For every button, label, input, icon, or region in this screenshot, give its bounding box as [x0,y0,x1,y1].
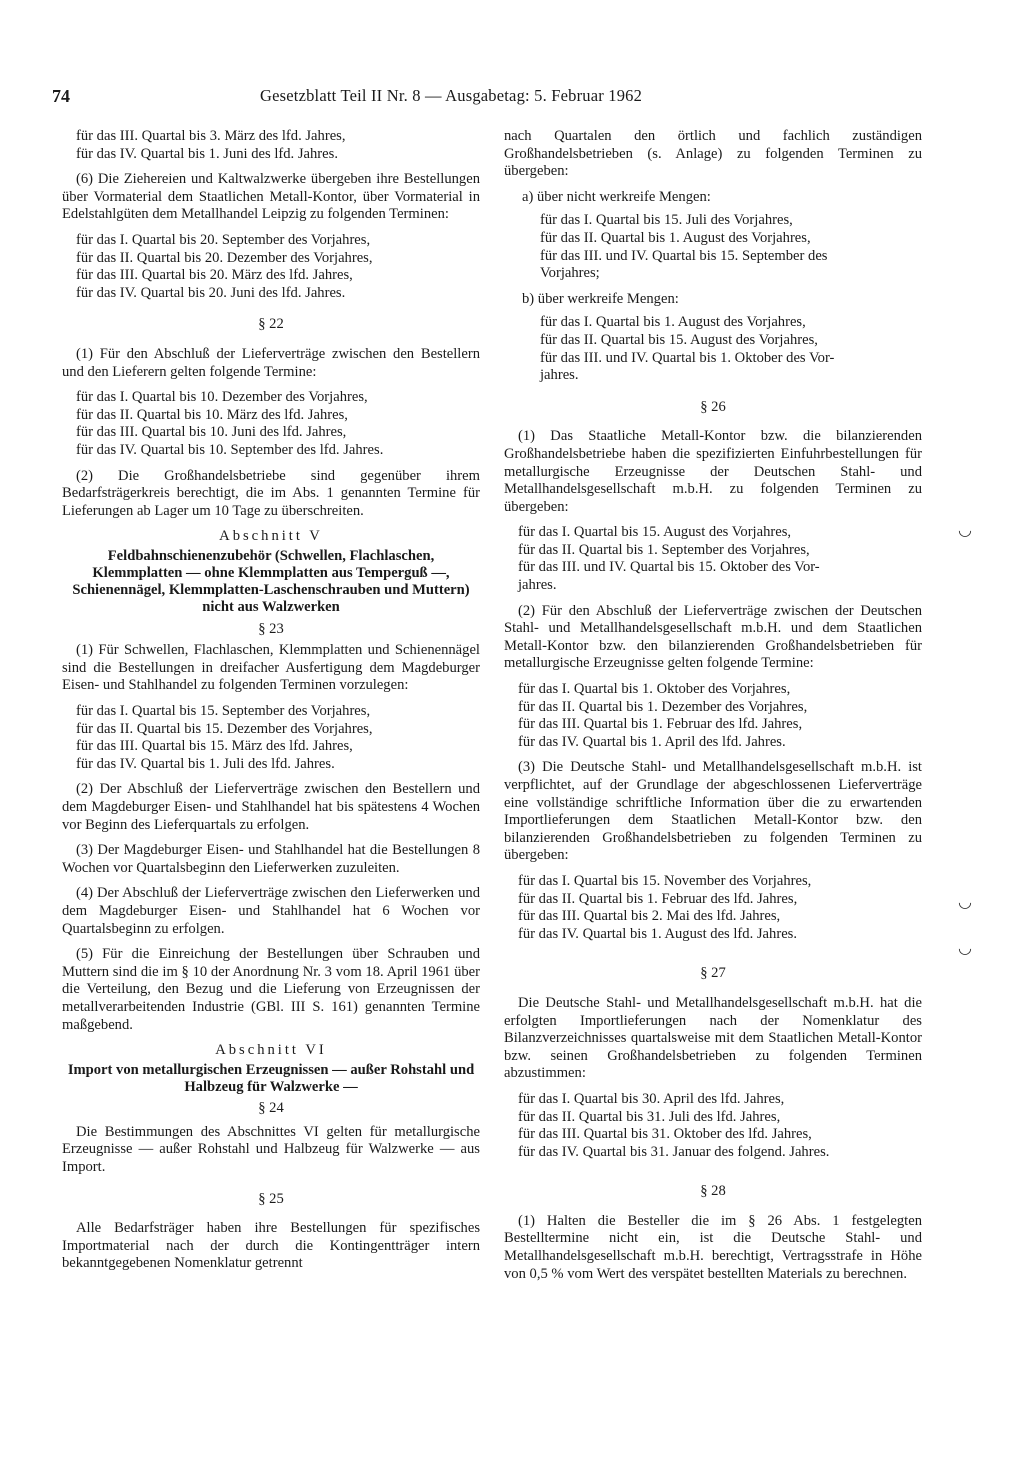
date-line: für das III. Quartal bis 10. Juni des lfd. Jahres, [76,424,347,441]
paragraph: (4) Der Abschluß der Lieferverträge zwischen den Lieferwerken und dem Magdeburger Eisen- und Stahlhandel hat 6 Wochen vor Quartalsbeginn zu erfolgen. [62,885,480,937]
paragraph: (3) Der Magdeburger Eisen- und Stahlhandel hat die Bestellungen 8 Wochen vor Quartalsbeginn den Lieferwerken zuzuleiten. [62,842,480,876]
left-column [62,128,480,1281]
date-list [518,524,922,594]
chapter-title: Feldbahnschienenzubehör (Schwellen, Flachlaschen, Klemmplatten — ohne Klemmplatten aus Temperguß —, Schienennägel, Klemmplatten-Laschenschrauben und Muttern) nicht aus Walzwerken [72,547,470,616]
paragraph: (1) Für den Abschluß der Lieferverträge zwischen den Bestellern und den Lieferern gelten folgende Termine: [62,345,480,380]
date-line: für das II. Quartal bis 1. Februar des lfd. Jahres, [518,890,798,907]
paragraph: (2) Der Abschluß der Lieferverträge zwischen den Bestellern und dem Magdeburger Eisen- und Stahlhandel hat bis spätestens 4 Wochen vor Beginn des Lieferquartals zu erfolgen. [62,781,480,833]
paragraph: Die Deutsche Stahl- und Metallhandelsgesellschaft m.b.H. hat die erfolgten Importlieferungen nach der Nomenklatur des Bilanzverzeichnisses quartalsweise mit dem Staatlichen Metall-Kontor bzw. seinen Großhandelsbetrieben zu folgenden Terminen abzustimmen: [504,994,922,1082]
paragraph: (2) Für den Abschluß der Lieferverträge zwischen der Deutschen Stahl- und Metallhandelsgesellschaft m.b.H. und dem Staatlichen Metall-Kontor bzw. den bilanzierenden Großhandelsbetrieben für metallurgische Erzeugnisse gelten folgende Termine: [504,602,922,672]
page-header [52,86,922,110]
date-line: für das IV. Quartal bis 1. April des lfd. Jahres. [518,733,786,750]
date-line: für das IV. Quartal bis 1. Juli des lfd. Jahres. [76,755,335,772]
date-line: für das II. Quartal bis 1. August des Vorjahres, [540,229,811,246]
date-line: für das II. Quartal bis 20. Dezember des Vorjahres, [76,249,373,266]
date-line: jahres. [540,367,579,384]
date-list [76,389,480,459]
margin-mark: ◡ [958,522,972,539]
page-number: 74 [52,86,70,106]
paragraph: (1) Für Schwellen, Flachlaschen, Klemmplatten und Schienennägel sind die Bestellungen in dreifacher Ausfertigung dem Magdeburger Eisen- und Stahlhandel zu folgenden Terminen vorzulegen: [62,642,480,694]
date-line: für das I. Quartal bis 15. August des Vorjahres, [518,524,792,541]
section-heading: § 22 [258,316,284,333]
margin-mark: ◡ [958,894,972,911]
paragraph: Alle Bedarfsträger haben ihre Bestellungen für spezifisches Importmaterial nach der durch die Kontingentträger intern bekanntgegebenen Nomenklatur getrennt [62,1220,480,1272]
date-line: für das III. Quartal bis 20. März des lfd. Jahres, [76,267,353,284]
section-heading: § 25 [258,1190,284,1207]
section-heading: § 26 [700,398,726,415]
paragraph: nach Quartalen den örtlich und fachlich zuständigen Großhandelsbetrieben (s. Anlage) zu folgenden Terminen zu übergeben: [504,128,922,180]
list-label: b) über werkreife Mengen: [522,290,679,307]
section-heading: § 23 [258,620,284,637]
date-line: für das I. Quartal bis 15. September des Vorjahres, [76,703,371,720]
date-line: für das II. Quartal bis 15. August des Vorjahres, [540,331,818,348]
date-line: für das III. und IV. Quartal bis 15. Oktober des Vor- [518,559,820,576]
date-list [518,681,922,751]
date-line: für das II. Quartal bis 1. September des Vorjahres, [518,541,810,558]
date-list [540,212,922,282]
date-line: für das IV. Quartal bis 31. Januar des folgend. Jahres. [518,1143,830,1160]
date-line: für das III. und IV. Quartal bis 1. Oktober des Vor- [540,349,835,366]
date-list [540,314,922,384]
date-line: jahres. [518,577,557,594]
margin-mark: ◡ [958,940,972,957]
date-line: für das III. Quartal bis 1. Februar des lfd. Jahres, [518,716,803,733]
date-line: für das IV. Quartal bis 20. Juni des lfd. Jahres. [76,284,346,301]
date-list [518,873,922,943]
date-line: für das I. Quartal bis 15. Juli des Vorjahres, [540,212,793,229]
date-line: für das I. Quartal bis 15. November des Vorjahres, [518,872,812,889]
date-line: für das II. Quartal bis 15. Dezember des Vorjahres, [76,720,373,737]
right-column [504,128,922,1291]
section-heading: § 28 [700,1183,726,1200]
section-heading: § 27 [700,965,726,982]
date-line: für das III. Quartal bis 2. Mai des lfd. Jahres, [518,908,781,925]
date-list [76,703,480,773]
date-line: für das II. Quartal bis 1. Dezember des Vorjahres, [518,698,808,715]
date-line: für das I. Quartal bis 1. Oktober des Vorjahres, [518,681,791,698]
paragraph: Die Bestimmungen des Abschnittes VI gelten für metallurgische Erzeugnisse — außer Rohstahl und Halbzeug für Walzwerke — aus Import. [62,1123,480,1175]
paragraph: (2) Die Großhandelsbetriebe sind gegenüber ihrem Bedarfsträgerkreis berechtigt, die im Abs. 1 genannten Termine für Lieferungen ab Lager um 10 Tage zu überschreiten. [62,467,480,519]
date-list [76,232,480,302]
paragraph: (3) Die Deutsche Stahl- und Metallhandelsgesellschaft m.b.H. ist verpflichtet, auf der Grundlage der abgeschlossenen Lieferverträge eine vollständige schriftliche Information über die zu erwartenden Importlieferungen dem Staatlichen Metall-Kontor bzw. den bilanzierenden Großhandelsbetrieben zu folgenden Terminen zu übergeben: [504,759,922,864]
date-line: für das III. Quartal bis 31. Oktober des lfd. Jahres, [518,1126,812,1143]
date-line: für das IV. Quartal bis 10. September des lfd. Jahres. [76,441,384,458]
chapter-heading: Abschnitt VI [215,1042,327,1059]
section-heading: § 24 [258,1100,284,1117]
intro-dates [76,128,480,163]
date-line: für das II. Quartal bis 10. März des lfd. Jahres, [76,406,348,423]
chapter-heading: Abschnitt V [219,528,323,545]
date-line: für das I. Quartal bis 1. August des Vorjahres, [540,314,806,331]
paragraph: (1) Das Staatliche Metall-Kontor bzw. die bilanzierenden Großhandelsbetriebe haben die spezifizierten Einfuhrbestellungen für metallurgische Erzeugnisse der Deutschen Stahl- und Metallhandelsgesellschaft m.b.H. zu folgenden Terminen zu übergeben: [504,428,922,515]
date-line: Vorjahres; [540,265,600,282]
date-line: für das III. Quartal bis 15. März des lfd. Jahres, [76,738,353,755]
date-line: für das III. Quartal bis 3. März des lfd. Jahres, [76,128,346,144]
date-line: für das I. Quartal bis 20. September des Vorjahres, [76,231,371,248]
page-title: Gesetzblatt Teil II Nr. 8 — Ausgabetag: 5. Februar 1962 [260,86,643,105]
date-line: für das IV. Quartal bis 1. Juni des lfd. Jahres. [76,145,338,162]
paragraph: (5) Für die Einreichung der Bestellungen über Schrauben und Muttern sind die im § 10 der Anordnung Nr. 3 vom 18. April 1961 über die Verteilung, den Bezug und die Lieferung von Erzeugnissen der metallverarbeitenden Industrie (GBl. III S. 161) genannten Termine maßgebend. [62,946,480,1033]
date-line: für das I. Quartal bis 30. April des lfd. Jahres, [518,1090,785,1107]
date-line: für das IV. Quartal bis 1. August des lfd. Jahres. [518,925,797,942]
chapter-title: Import von metallurgischen Erzeugnissen — außer Rohstahl und Halbzeug für Walzwerke — [67,1061,475,1095]
date-line: für das II. Quartal bis 31. Juli des lfd. Jahres, [518,1108,781,1125]
list-label: a) über nicht werkreife Mengen: [522,188,711,205]
date-line: für das III. und IV. Quartal bis 15. September des [540,247,828,264]
date-list [518,1091,922,1161]
paragraph: (6) Die Ziehereien und Kaltwalzwerke übergeben ihre Bestellungen über Vormaterial dem Staatlichen Metall-Kontor, über Vormaterial in Edelstahlgüten dem Metallhandel Leipzig zu folgenden Terminen: [62,171,480,223]
paragraph: (1) Halten die Besteller die im § 26 Abs. 1 festgelegten Bestelltermine nicht ein, ist die Deutsche Stahl- und Metallhandelsgesellschaft m.b.H. berechtigt, Vertragsstrafe in Höhe von 0,5 % vom Wert des verspätet bestellten Materials zu berechnen. [504,1212,922,1282]
date-line: für das I. Quartal bis 10. Dezember des Vorjahres, [76,389,368,406]
